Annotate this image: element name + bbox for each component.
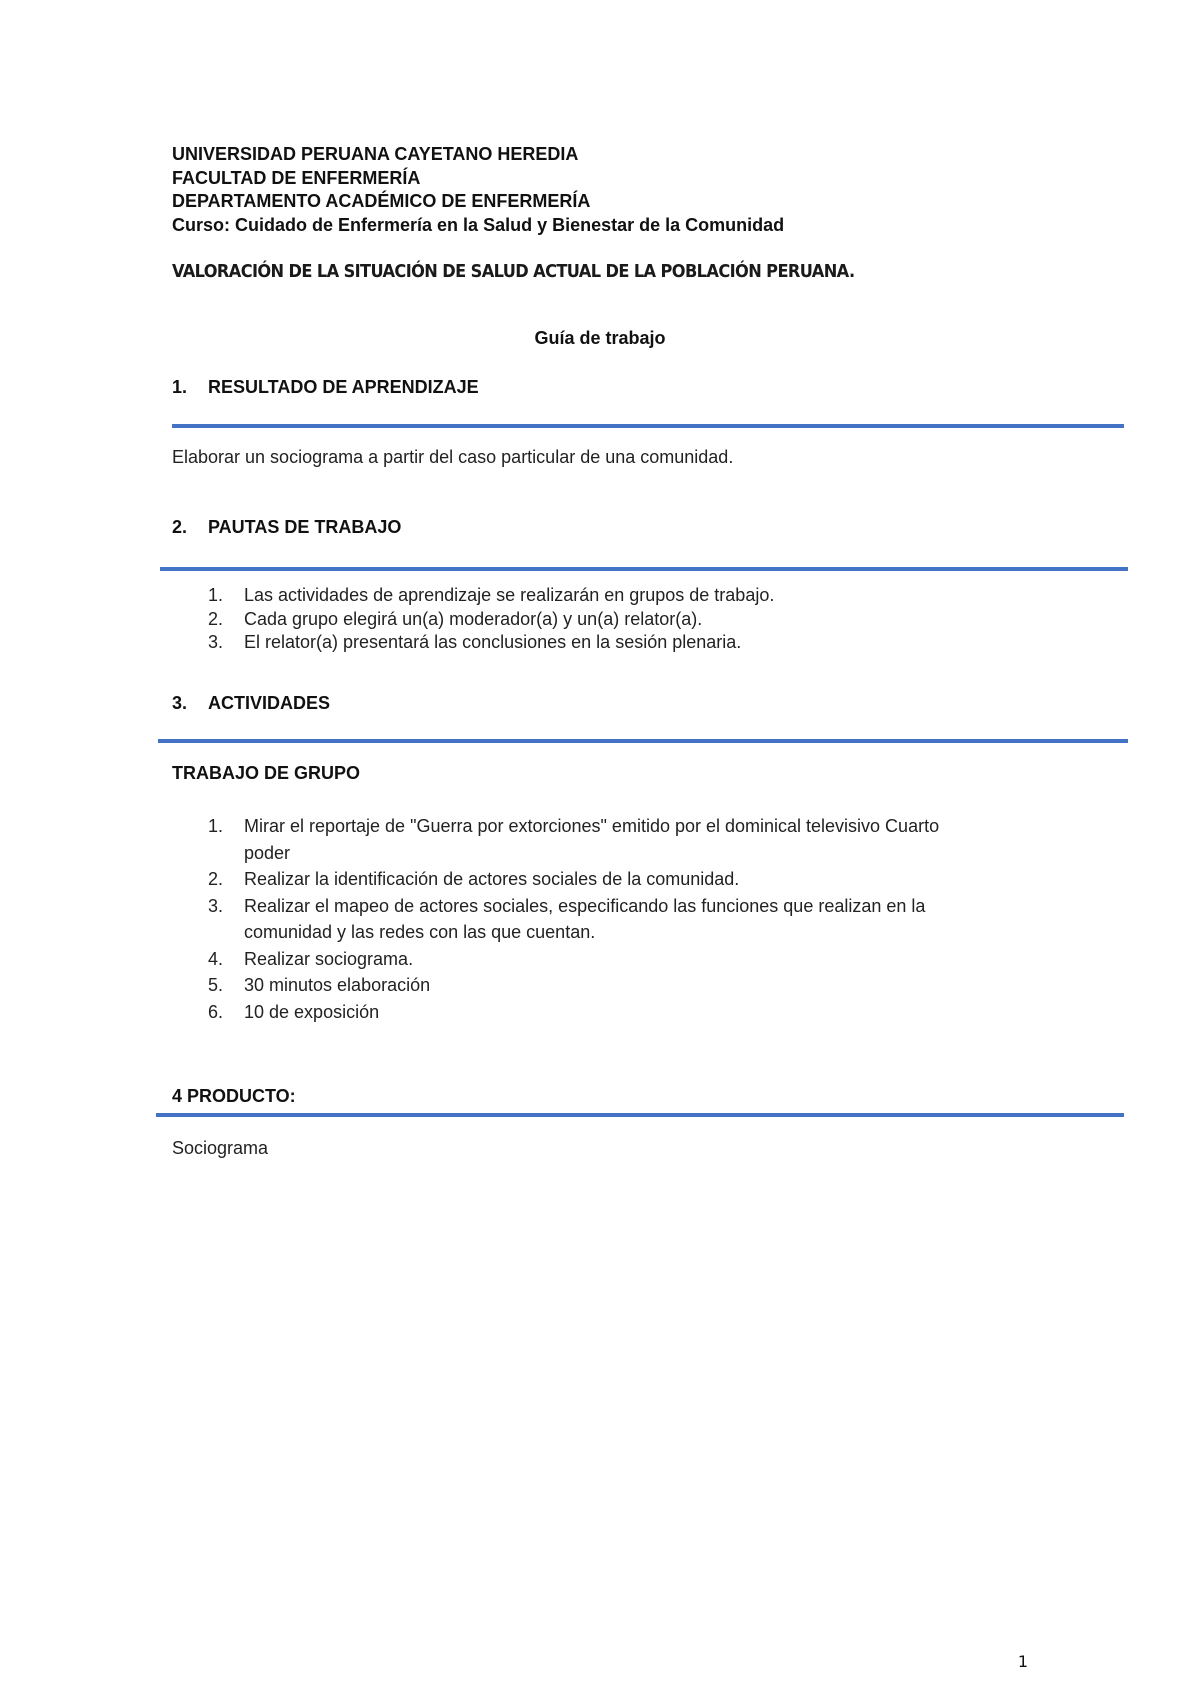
list-item: 3. Realizar el mapeo de actores sociales, especificando las funciones que realizan en la comunidad y las redes con las que cuentan. (208, 895, 926, 942)
activities-list (172, 813, 939, 1025)
list-item: 3. El relator(a) presentará las conclusiones en la sesión plenaria. (208, 632, 742, 652)
section-4-text: Sociograma (172, 1138, 269, 1158)
section-3-heading (172, 691, 330, 715)
section-3-rule (158, 739, 1128, 743)
section-4-rule (156, 1113, 1124, 1117)
section-4-heading: 4 PRODUCTO: (172, 1086, 296, 1106)
section-1-number: 1. (172, 377, 188, 397)
guidelines-list (172, 584, 774, 655)
list-item: 6. 10 de exposición (208, 1001, 380, 1022)
section-1-text: Elaborar un sociograma a partir del caso particular de una comunidad. (172, 447, 734, 467)
section-2-rule (160, 567, 1128, 571)
section-1-title: RESULTADO DE APRENDIZAJE (208, 377, 479, 397)
list-item: 2. Cada grupo elegirá un(a) moderador(a) y un(a) relator(a). (208, 608, 703, 629)
section-2-title: PAUTAS DE TRABAJO (208, 517, 402, 537)
list-item: 2. Realizar la identificación de actores sociales de la comunidad. (208, 869, 740, 889)
document-title: VALORACIÓN DE LA SITUACIÓN DE SALUD ACTUAL DE LA POBLACIÓN PERUANA. (172, 261, 855, 282)
faculty-name: FACULTAD DE ENFERMERÍA (172, 168, 421, 188)
list-item: 5. 30 minutos elaboración (208, 975, 431, 995)
list-item: 4. Realizar sociograma. (208, 948, 414, 969)
course-name: Curso: Cuidado de Enfermería en la Salud y Bienestar de la Comunidad (172, 215, 785, 235)
section-3-title: ACTIVIDADES (208, 693, 331, 713)
section-2-heading (172, 515, 401, 539)
department-name: DEPARTAMENTO ACADÉMICO DE ENFERMERÍA (172, 191, 591, 211)
section-2-number: 2. (172, 517, 188, 537)
list-item: 1. Las actividades de aprendizaje se realizarán en grupos de trabajo. (208, 585, 775, 605)
university-name: UNIVERSIDAD PERUANA CAYETANO HEREDIA (172, 144, 579, 164)
guide-label: Guía de trabajo (534, 328, 666, 348)
list-item: 1. Mirar el reportaje de "Guerra por extorciones" emitido por el dominical televisivo Cuarto poder (208, 816, 940, 863)
group-work-heading: TRABAJO DE GRUPO (172, 763, 361, 783)
section-1-heading (172, 375, 479, 399)
section-1-rule (172, 424, 1124, 428)
section-3-number: 3. (172, 693, 188, 713)
page-number: 1 (1017, 1652, 1028, 1671)
